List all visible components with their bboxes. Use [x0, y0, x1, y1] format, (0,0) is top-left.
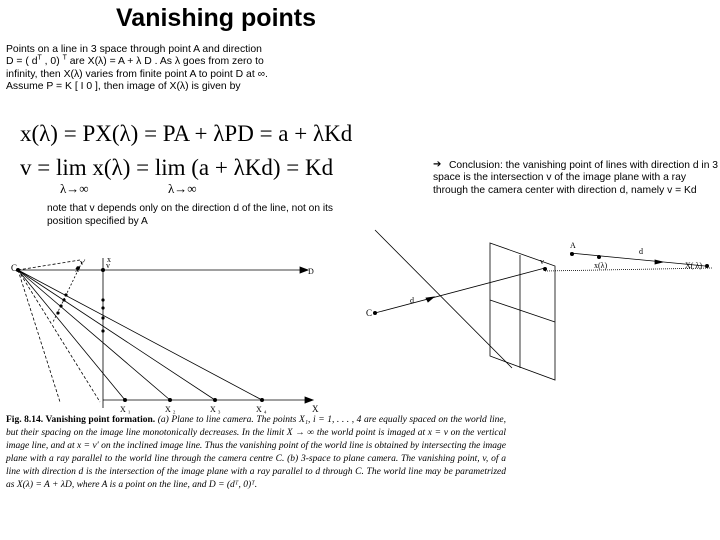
- intro-line-3: infinity, then X(λ) varies from finite point A to point D at ∞.: [6, 68, 268, 80]
- label-x-prime: x': [75, 265, 81, 274]
- label-x-lambda-2: x(λ): [594, 261, 608, 270]
- equation-image-of-point: x(λ) = PX(λ) = PA + λPD = a + λKd: [20, 121, 353, 146]
- camera-center-b: [373, 311, 377, 315]
- support-line: [375, 230, 512, 368]
- point-x-lambda: [705, 264, 709, 268]
- world-point-1: [123, 398, 127, 402]
- dashed-ray-1: [18, 270, 100, 402]
- point-x-lambda-image: [597, 255, 601, 259]
- image-plane-horizontal-axis: [490, 300, 555, 322]
- equation-vanishing-point: v = lim x(λ) = lim (a + λKd) = Kd: [20, 155, 334, 180]
- label-x-lambda: X( λ): [685, 261, 702, 270]
- label-x3: X ₃: [210, 405, 221, 414]
- figure-a: [18, 258, 313, 408]
- label-x-axis: x: [107, 255, 111, 264]
- ray-c-to-v: [375, 268, 545, 313]
- inclined-point-2: [59, 304, 62, 307]
- intro-line-1: Points on a line in 3 space through point A and direction: [6, 44, 262, 55]
- ray-x4: [18, 270, 262, 400]
- direction-arrow-icon: [655, 260, 663, 264]
- slide-title: Vanishing points: [116, 4, 317, 32]
- label-d-b1: d: [410, 296, 414, 305]
- world-line-arrow-icon: [305, 397, 313, 403]
- point-a: [570, 252, 574, 256]
- label-v-prime: v': [80, 258, 86, 267]
- ray-arrow-icon: [426, 297, 434, 302]
- label-x-world: X: [312, 404, 319, 414]
- label-x2: X ₂: [165, 405, 176, 414]
- figure-caption: [6, 414, 506, 492]
- limit-subscript-1: λ→∞: [60, 181, 89, 196]
- label-x4: X ₄: [256, 405, 267, 414]
- image-point-2: [101, 316, 104, 319]
- label-a: A: [570, 241, 576, 250]
- vanishing-point-v: [101, 268, 105, 272]
- label-c: C: [11, 263, 18, 273]
- world-point-2: [168, 398, 172, 402]
- image-plane: [490, 243, 555, 380]
- ray-x1: [18, 270, 125, 400]
- intro-line-2: D = ( $d^T$ , 0) $^T$ are X(λ) = A + λ D . As λ goes from zero to: [6, 54, 264, 68]
- label-d-b2: d: [639, 247, 643, 256]
- dashed-ray-3: [18, 260, 80, 270]
- caption-lead: Fig. 8.14. Vanishing point formation.: [6, 415, 156, 425]
- label-d: D: [308, 267, 314, 276]
- label-x1: X ₁: [120, 405, 131, 414]
- arrow-bullet-icon: ➔: [433, 159, 442, 170]
- inclined-point-4: [64, 293, 67, 296]
- dashed-ray-2: [18, 270, 60, 402]
- label-c-b: C: [366, 308, 373, 318]
- ray-x3: [18, 270, 215, 400]
- figure-b: [375, 230, 712, 380]
- world-point-4: [260, 398, 264, 402]
- caption-body: (a) Plane to line camera. The points X₁, i = 1, . . . , 4 are equally spaced on the world line, but their spacing on the image line monotonically decreases. In the limit X → ∞ the world point is imaged at x = v on the vertical image line, and at x = v′ on the inclined image line. Thus the vanishing point of the world line is obtained by intersecting the image plane with a ray parallel to the world line through the camera centre C. (b) 3-space to plane camera. The vanishing point, v, of a line with direction d is the intersection of the image plane with a ray parallel to d through C. The world line may be parametrized as X(λ) = A + λD, where A is a point on the line, and D = (dᵀ, 0)ᵀ.: [6, 415, 507, 490]
- conclusion-text: Conclusion: the vanishing point of lines with direction d in 3 space is the intersection v of the image plane with a ray through the camera center with direction d, namely v = Kd: [433, 160, 719, 196]
- image-point-1: [101, 329, 104, 332]
- vanishing-point-b: [543, 267, 547, 271]
- note-text: note that v depends only on the direction d of the line, not on its position specified by A: [47, 203, 334, 227]
- label-v-b: v: [540, 257, 544, 266]
- inclined-point-3: [62, 298, 65, 301]
- limit-subscript-2: λ→∞: [168, 181, 197, 196]
- world-point-3: [213, 398, 217, 402]
- image-point-3: [101, 306, 104, 309]
- inclined-point-1: [56, 311, 59, 314]
- label-v: v: [106, 261, 110, 270]
- image-point-4: [101, 298, 104, 301]
- ray-x2: [18, 270, 170, 400]
- ray-arrow-icon: [300, 267, 308, 273]
- intro-line-4: Assume P = K [ I 0 ], then image of X(λ) is given by: [6, 80, 241, 92]
